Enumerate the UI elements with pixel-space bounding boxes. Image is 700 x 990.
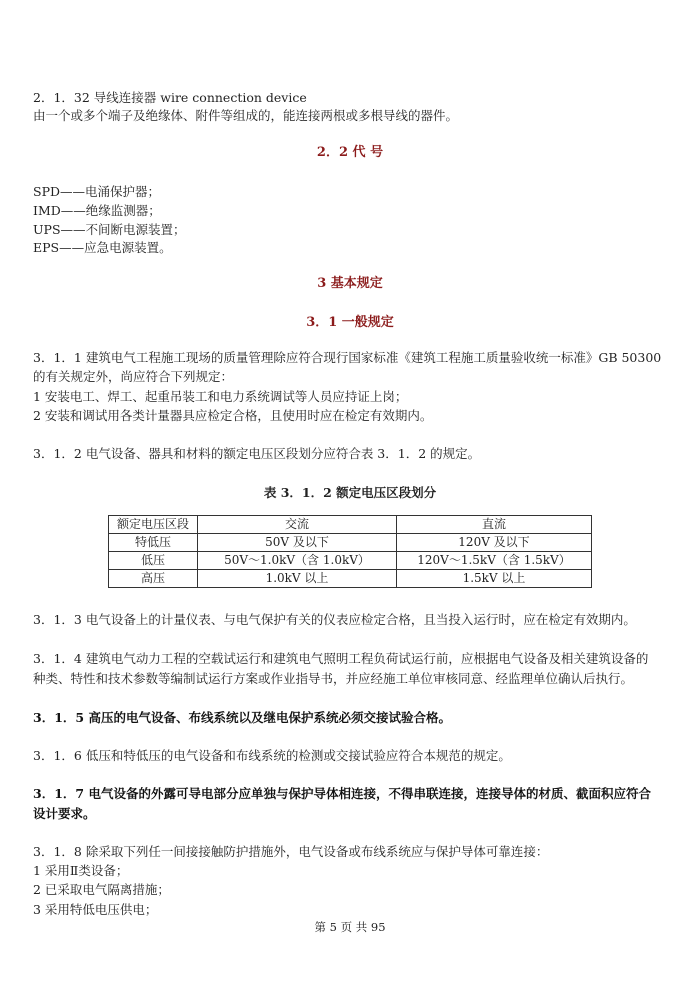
table-title: 表 3．1．2 额定电压区段划分 <box>263 485 437 500</box>
abbr-ups: UPS——不间断电源装置； <box>33 222 186 237</box>
table-row <box>109 534 592 552</box>
table-row <box>109 570 592 588</box>
term-2-1-32-title: 2．1．32 导线连接器 wire connection device <box>33 90 307 105</box>
table-row <box>109 552 592 570</box>
table-cell: 120V 及以下 <box>397 534 592 552</box>
clause-3-1-8-item-2: 2 已采取电气隔离措施； <box>33 882 170 897</box>
table-header: 直流 <box>397 516 592 534</box>
clause-3-1-4: 3．1．4 建筑电气动力工程的空载试运行和建筑电气照明工程负荷试运行前，应根据电气设备及相关建筑设备的 <box>33 651 649 666</box>
table-cell: 120V～1.5kV（含 1.5kV） <box>397 552 592 570</box>
table-header: 交流 <box>198 516 397 534</box>
clause-3-1-1-item-1: 1 安装电工、焊工、起重吊装工和电力系统调试等人员应持证上岗； <box>33 389 408 404</box>
clause-3-1-8: 3．1．8 除采取下列任一间接接触防护措施外，电气设备或布线系统应与保护导体可靠连接： <box>33 844 549 859</box>
abbr-spd: SPD——电涌保护器； <box>33 184 160 199</box>
table-header: 额定电压区段 <box>109 516 198 534</box>
table-cell: 50V 及以下 <box>198 534 397 552</box>
table-cell: 50V～1.0kV（含 1.0kV） <box>198 552 397 570</box>
table-header-row <box>109 516 592 534</box>
term-2-1-32-definition: 由一个或多个端子及绝缘体、附件等组成的，能连接两根或多根导线的器件。 <box>33 108 459 123</box>
section-heading-3-1: 3．1 一般规定 <box>306 315 394 330</box>
page-footer: 第 5 页 共 95 <box>314 920 386 934</box>
voltage-table <box>108 515 592 588</box>
table-cell: 高压 <box>109 570 198 588</box>
clause-3-1-1-item-2: 2 安装和调试用各类计量器具应检定合格，且使用时应在检定有效期内。 <box>33 408 433 423</box>
clause-3-1-6: 3．1．6 低压和特低压的电气设备和布线系统的检测或交接试验应符合本规范的规定。 <box>33 748 511 763</box>
clause-3-1-2: 3．1．2 电气设备、器具和材料的额定电压区段划分应符合表 3．1．2 的规定。 <box>33 446 481 461</box>
table-cell: 1.5kV 以上 <box>397 570 592 588</box>
clause-3-1-3: 3．1．3 电气设备上的计量仪表、与电气保护有关的仪表应检定合格，且当投入运行时，应在检定有效期内。 <box>33 612 636 627</box>
clause-3-1-1-cont: 的有关规定外，尚应符合下列规定： <box>33 369 234 384</box>
clause-3-1-1: 3．1．1 建筑电气工程施工现场的质量管理除应符合现行国家标准《建筑工程施工质量验收统一标准》GB 50300 <box>33 350 662 365</box>
clause-3-1-7-cont: 设计要求。 <box>33 806 96 821</box>
chapter-heading-3: 3 基本规定 <box>317 276 383 291</box>
clause-3-1-8-item-3: 3 采用特低电压供电； <box>33 902 158 917</box>
table-cell: 低压 <box>109 552 198 570</box>
clause-3-1-5: 3．1．5 高压的电气设备、布线系统以及继电保护系统必须交接试验合格。 <box>33 710 451 725</box>
table-cell: 1.0kV 以上 <box>198 570 397 588</box>
clause-3-1-4-cont: 种类、特性和技术参数等编制试运行方案或作业指导书，并应经施工单位审核同意、经监理单位确认后执行。 <box>33 671 634 686</box>
section-heading-2-2: 2．2 代 号 <box>316 145 384 160</box>
clause-3-1-7: 3．1．7 电气设备的外露可导电部分应单独与保护导体相连接，不得串联连接，连接导体的材质、截面积应符合 <box>33 786 651 801</box>
clause-3-1-8-item-1: 1 采用Ⅱ类设备； <box>33 863 129 878</box>
table-cell: 特低压 <box>109 534 198 552</box>
abbr-eps: EPS——应急电源装置。 <box>33 240 172 255</box>
abbr-imd: IMD——绝缘监测器； <box>33 203 161 218</box>
